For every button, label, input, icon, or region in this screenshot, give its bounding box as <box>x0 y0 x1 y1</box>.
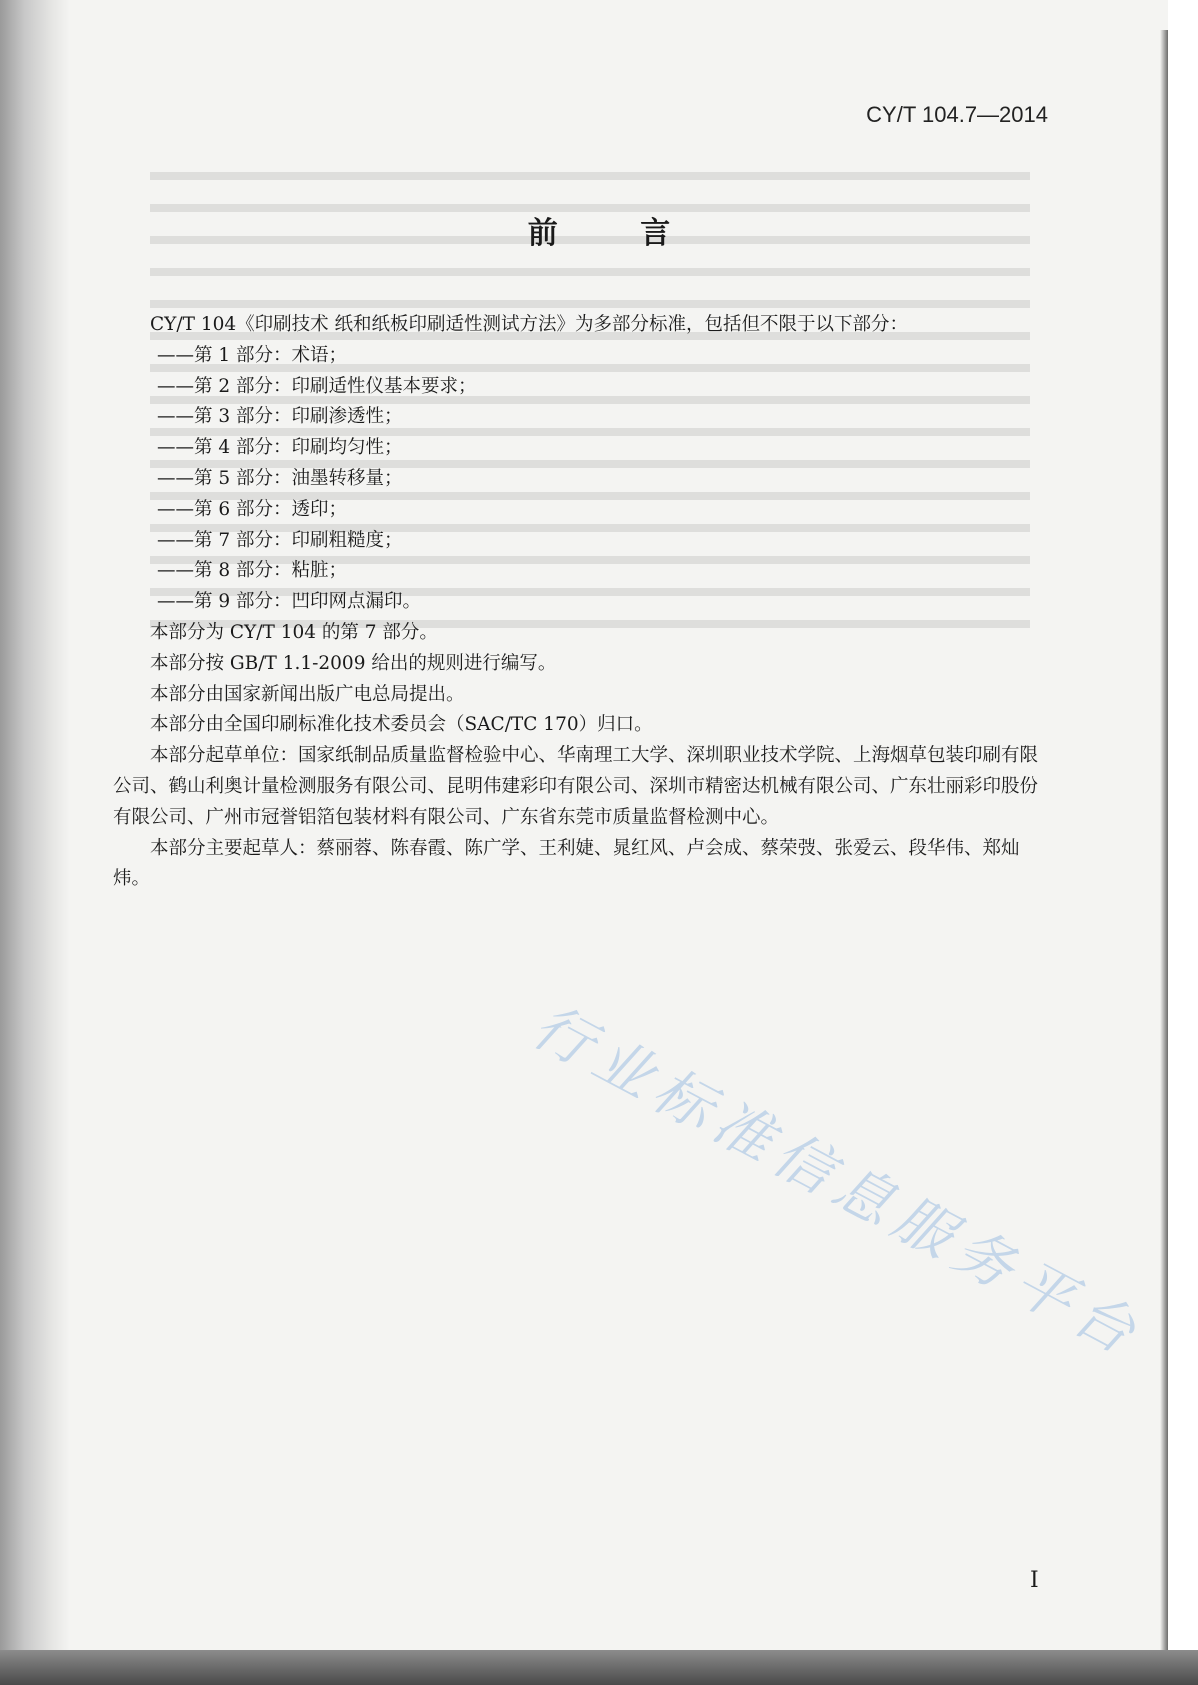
watermark: 行业标准信息服务平台 <box>521 991 1155 1371</box>
list-item: ——第 7 部分：印刷粗糙度； <box>157 529 403 551</box>
paragraph: 本部分由全国印刷标准化技术委员会（SAC/TC 170）归口。 <box>150 714 653 736</box>
list-item: ——第 3 部分：印刷渗透性； <box>157 406 403 428</box>
list-item: ——第 6 部分：透印； <box>157 498 348 520</box>
page-margin-edge <box>1168 0 1198 1685</box>
drafting-units-paragraph: 本部分起草单位：国家纸制品质量监督检验中心、华南理工大学、深圳职业技术学院、上海烟草包装印刷有限公司、鹤山利奥计量检测服务有限公司、昆明伟建彩印有限公司、深圳市精密达机械有限公司、广东壮丽彩印股份有限公司、广州市冠誉铝箔包装材料有限公司、广东省东莞市质量监督检测中心。 <box>113 745 1039 828</box>
binding-shadow <box>0 0 70 1685</box>
standard-code: CY/T 104.7—2014 <box>866 102 1048 127</box>
paragraph: 本部分为 CY/T 104 的第 7 部分。 <box>150 621 438 643</box>
scanner-bottom-edge <box>0 1650 1198 1685</box>
list-item: ——第 4 部分：印刷均匀性； <box>157 437 403 459</box>
list-item: ——第 5 部分：油墨转移量； <box>157 467 403 489</box>
list-item: ——第 8 部分：粘脏； <box>157 560 348 582</box>
drafters-paragraph: 本部分主要起草人：蔡丽蓉、陈春霞、陈广学、王利婕、晁红风、卢会成、蔡荣弢、张爱云、段华伟、郑灿炜。 <box>113 837 1020 890</box>
intro-paragraph: CY/T 104《印刷技术 纸和纸板印刷适性测试方法》为多部分标准，包括但不限于以下部分： <box>150 314 909 335</box>
foreword-body <box>113 310 1053 895</box>
list-item: ——第 9 部分：凹印网点漏印。 <box>157 591 422 613</box>
paragraph: 本部分按 GB/T 1.1-2009 给出的规则进行编写。 <box>150 652 557 674</box>
page-edge-shadow <box>1160 30 1168 1650</box>
list-item: ——第 2 部分：印刷适性仪基本要求； <box>157 375 477 397</box>
page-title: 前 言 <box>527 216 707 251</box>
paragraph: 本部分由国家新闻出版广电总局提出。 <box>150 683 465 705</box>
page-number: I <box>1030 1568 1039 1593</box>
list-item: ——第 1 部分：术语； <box>157 344 348 366</box>
